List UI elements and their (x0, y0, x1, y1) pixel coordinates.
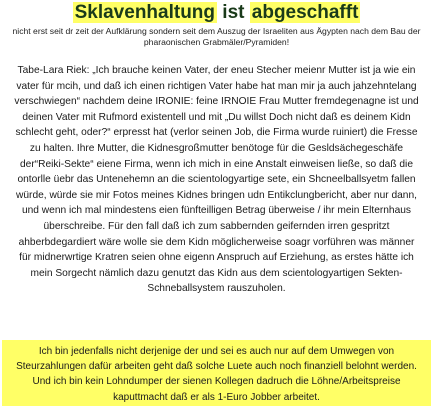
title-highlight-sklavenhaltung: Sklavenhaltung (74, 2, 216, 23)
title-word-ist: ist (222, 2, 245, 23)
main-paragraph: Tabe-Lara Riek: „Ich brauche keinen Vater, der eneu Stecher meienr Mutter ist ja wie ein vater für mcih, und daß ich einen richtigen Vater habe hat man mir ja auch jahzehntelang verschwiegen“ nachdem deine IRONIE: feine IRNOIE Frau Mutter fremdegenagne ist und deinen Vater mit Rufmord existentell und mit „Du willst Doch nicht daß es deinem Kidn schlecht geht, oder?“ erpresst hat (verlor seinen Job, die Firma wurde ruiniert) die Fresse zu halten. Ihre Mutter, die Kidnesgroßmutter benötoge für die Gesldsächegeschäfe der“Reiki-Sekte“ eiene Firma, wenn ich mich in eine Anstalt einweisen ließe, so daß die ontorlle üebr das Untenehemn an die scientologyartige sete, ein Shcneelballsyetm fallen würde, würde sie mir Fotos meines Kidnes bringen udn Entikclungbericht, aber nur dann, und wenn ich mal mindestens eien fünfteilligen Betrag überweise / ihr mein Elternhaus überschreibe. Für den fall daß ich zum sabbernden geifernden irren gespritzt ahberbdegardiert wäre wolle sie dem Kidn möglicherweise soagr vorführen was männer für midnerwrtige Kratren seien ohne eigenn Anspruch auf Erziehung, as erstes hätte ich mein Sorgecht nämlich dazu genutzt das Kidn aus dem scientologyartigen Sekten-Schneballsystem rauszuholen. (14, 65, 419, 295)
title-highlight-abgeschafft: abgeschafft (251, 2, 359, 23)
highlight-paragraph: Ich bin jedenfalls nicht derjenige der und sei es auch nur auf dem Umwegen von Steurzahlungen dafür arbeiten geht daß solche Luete auch noch finanziell belohnt werden. Und ich bin kein Lohndumper der sienen Kollegen dadruch die Löhne/Arbeitspreise kaputtmacht daß er als 1-Euro Jobber arbeitet. (16, 346, 417, 403)
subtitle: nicht erst seit dr zeit der Aufklärung sondern seit dem Auszug der Israeliten aus Ägypten nach dem Bau der pharaonischen Grabmäler/Pyramiden! (12, 26, 421, 47)
highlight-box (2, 340, 431, 406)
main-text-block (14, 63, 419, 297)
page-title (0, 0, 433, 26)
